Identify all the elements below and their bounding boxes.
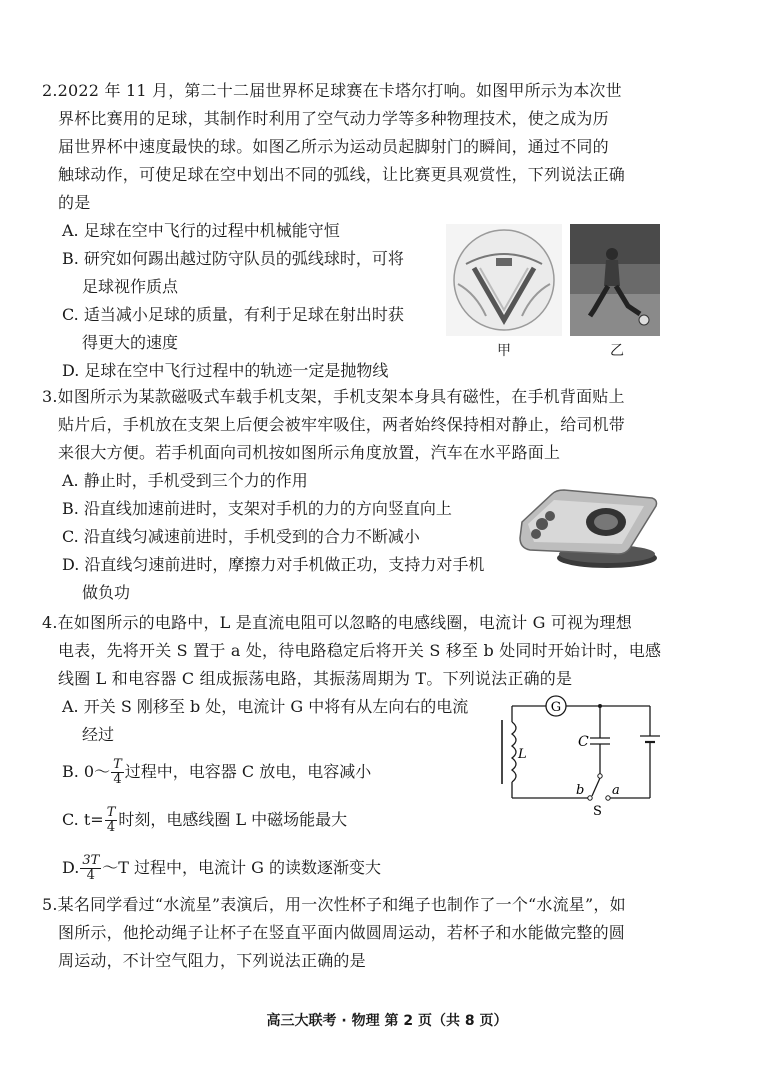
q2-stem-line-4: 触球动作，可使足球在空中划出不同的弧线，让比赛更具观赏性，下列说法正确 <box>58 165 626 184</box>
q4-stem-line-1: 4.在如图所示的电路中，L 是直流电阻可以忽略的电感线圈，电流计 G 可视为理想 <box>42 613 632 632</box>
fraction-numerator: T <box>106 805 116 820</box>
q3-stem-line-2: 贴片后，手机放在支架上后便会被牢牢吸住，两者始终保持相对静止，给司机带 <box>58 415 626 434</box>
q2-option-a: A. 足球在空中飞行的过程中机械能守恒 <box>62 221 340 240</box>
page-footer: 高三大联考 · 物理 第 2 页（共 8 页） <box>266 1013 508 1029</box>
q4-option-a-cont: 经过 <box>82 725 115 744</box>
q3-stem-line-1: 3.如图所示为某款磁吸式车载手机支架，手机支架本身具有磁性，在手机背面贴上 <box>42 387 625 406</box>
q4-option-b-fraction <box>111 758 124 787</box>
q2-option-c-cont: 得更大的速度 <box>82 333 179 352</box>
q2-stem-line-3: 届世界杯中速度最快的球。如图乙所示为运动员起脚射门的瞬间，通过不同的 <box>58 137 609 156</box>
q4-option-c-prefix: C. t= <box>62 810 104 829</box>
q3-option-d: D. 沿直线匀速前进时，摩擦力对手机做正功，支持力对手机 <box>62 555 485 574</box>
q2-stem-line-1: 2.2022 年 11 月，第二十二届世界杯足球赛在卡塔尔打响。如图甲所示为本次世 <box>42 81 622 100</box>
q4-option-b-prefix: B. 0～ <box>62 762 111 781</box>
q4-option-d-prefix: D. <box>62 858 80 877</box>
player-kick-figure <box>570 224 660 336</box>
q5-stem-line-2: 图所示，他抡动绳子让杯子在竖直平面内做圆周运动，若杯子和水能做完整的圆 <box>58 923 626 942</box>
fraction-denominator: 4 <box>86 868 95 883</box>
q4-option-b <box>62 758 371 787</box>
q3-option-d-cont: 做负功 <box>82 583 131 602</box>
q3-option-c: C. 沿直线匀减速前进时，手机受到的合力不断减小 <box>62 527 420 546</box>
q2-option-b: B. 研究如何踢出越过防守队员的弧线球时，可将 <box>62 249 404 268</box>
q5-stem-line-1: 5.某名同学看过“水流星”表演后，用一次性杯子和绳子也制作了一个“水流星”，如 <box>42 895 626 914</box>
q4-stem-line-3: 线圈 L 和电容器 C 组成振荡电路，其振荡周期为 T。下列说法正确的是 <box>58 669 573 688</box>
q2-stem-line-2: 界杯比赛用的足球，其制作时利用了空气动力学等多种物理技术，使之成为历 <box>58 109 609 128</box>
lc-circuit-diagram <box>492 694 662 818</box>
q2-option-c: C. 适当减小足球的质量，有利于足球在射出时获 <box>62 305 404 324</box>
q4-option-c-fraction <box>105 806 118 835</box>
q4-option-c-text: 时刻，电感线圈 L 中磁场能最大 <box>118 810 348 829</box>
label-S: S <box>593 804 602 818</box>
football-figure <box>446 224 562 336</box>
q4-option-b-text: 过程中，电容器 C 放电，电容减小 <box>124 762 372 781</box>
label-b: b <box>576 783 585 798</box>
q2-option-b-cont: 足球视作质点 <box>82 277 179 296</box>
fraction-numerator: T <box>113 757 122 772</box>
q4-option-d-text: ～T 过程中，电流计 G 的读数逐渐变大 <box>102 858 382 877</box>
q4-stem-line-2: 电表，先将开关 S 置于 a 处，待电路稳定后将开关 S 移至 b 处同时开始计时，电感 <box>58 641 662 660</box>
fraction-denominator: 4 <box>113 772 122 787</box>
q3-stem-line-3: 来很大方便。若手机面向司机按如图所示角度放置，汽车在水平路面上 <box>58 443 561 462</box>
fraction-numerator: 3T <box>82 853 100 868</box>
q4-option-d <box>62 854 381 883</box>
junction-dot <box>598 704 602 708</box>
figure-caption-yi: 乙 <box>610 343 624 359</box>
label-G: G <box>550 700 562 715</box>
label-L: L <box>518 747 527 762</box>
q4-option-c <box>62 806 347 835</box>
label-C: C <box>578 734 589 750</box>
q4-option-a: A. 开关 S 刚移至 b 处，电流计 G 中将有从左向右的电流 <box>62 697 469 716</box>
fraction-denominator: 4 <box>106 820 116 835</box>
phone-holder-figure <box>512 478 662 574</box>
label-a: a <box>612 783 620 798</box>
q2-stem-line-5: 的是 <box>58 193 91 212</box>
figure-caption-jia: 甲 <box>497 343 511 359</box>
q5-stem-line-3: 周运动，不计空气阻力，下列说法正确的是 <box>58 951 366 970</box>
q3-option-b: B. 沿直线加速前进时，支架对手机的力的方向竖直向上 <box>62 499 452 518</box>
q4-option-d-fraction <box>80 854 101 883</box>
q2-option-d: D. 足球在空中飞行过程中的轨迹一定是抛物线 <box>62 361 389 380</box>
q3-option-a: A. 静止时，手机受到三个力的作用 <box>62 471 308 490</box>
